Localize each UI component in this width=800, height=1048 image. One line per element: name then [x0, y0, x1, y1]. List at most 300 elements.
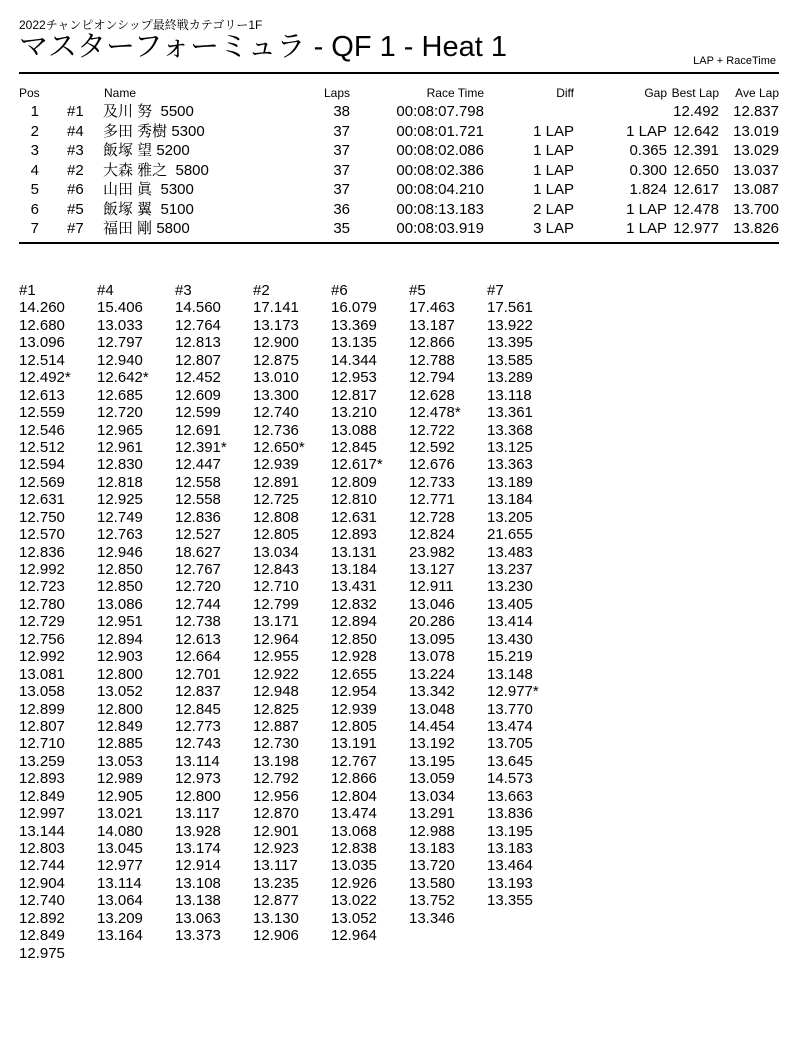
lap-time: 13.088: [331, 421, 377, 439]
lap-time: 12.685: [97, 386, 143, 404]
lap-time: 13.230: [487, 578, 533, 596]
lap-time: 12.866: [331, 770, 377, 788]
result-gap: 1 LAP: [626, 122, 667, 140]
results-table: [19, 86, 779, 239]
result-laps: 36: [333, 200, 350, 218]
lap-time: 13.174: [175, 840, 221, 857]
lap-time: 13.369: [331, 316, 377, 334]
lap-time: 13.184: [331, 561, 377, 578]
results-divider: [19, 242, 779, 244]
result-pos: 3: [30, 142, 39, 159]
lap-time: 13.836: [487, 805, 533, 823]
lap-time: 12.925: [97, 491, 143, 509]
result-laps: 35: [333, 220, 350, 237]
lap-time: 12.756: [19, 630, 65, 648]
result-diff: 2 LAP: [533, 200, 574, 218]
col-best-lap-header: Best Lap: [671, 86, 719, 100]
result-best: 12.391: [673, 142, 719, 159]
lap-time: 13.342: [409, 683, 455, 701]
lap-time: 13.645: [487, 752, 533, 770]
lap-time: 12.803: [19, 840, 65, 857]
lap-time: 12.989: [97, 770, 143, 788]
lap-time: 13.363: [487, 456, 533, 474]
result-gap: 0.365: [629, 142, 667, 159]
lap-column-header: #4: [97, 282, 114, 299]
lap-time: 12.849: [97, 717, 143, 735]
result-gap: 1.824: [629, 181, 667, 198]
result-pos: 4: [30, 161, 39, 179]
lap-column: [19, 282, 97, 962]
lap-time: 14.080: [97, 822, 143, 840]
result-ave: 13.826: [733, 220, 779, 237]
lap-time: 13.210: [331, 404, 377, 422]
lap-time: 17.141: [253, 299, 299, 317]
lap-time: 13.046: [409, 595, 455, 613]
lap-time: 13.720: [409, 857, 455, 875]
lap-time: 12.805: [253, 526, 299, 544]
lap-time: 12.817: [331, 386, 377, 404]
lap-time: 12.628: [409, 386, 455, 404]
lap-time: 12.850: [97, 561, 143, 578]
lap-time: 13.580: [409, 874, 455, 892]
lap-time: 13.192: [409, 735, 455, 753]
lap-time: 13.395: [487, 334, 533, 352]
result-name: 山田 眞 5300: [103, 181, 194, 198]
result-num: #6: [67, 181, 84, 198]
result-name: 及川 努 5500: [103, 103, 194, 120]
result-num: #1: [67, 103, 84, 120]
lap-time: 12.901: [253, 822, 299, 840]
lap-time: 13.373: [175, 927, 221, 945]
result-diff: 3 LAP: [533, 220, 574, 237]
lap-time: 12.830: [97, 456, 143, 474]
lap-time: 13.171: [253, 613, 299, 631]
lap-time: 12.850: [331, 630, 377, 648]
lap-time: 12.845: [175, 700, 221, 718]
result-best: 12.478: [673, 200, 719, 218]
lap-time: 12.961: [97, 438, 143, 456]
lap-time: 13.235: [253, 874, 299, 892]
lap-time: 12.948: [253, 683, 299, 701]
col-laps-header: Laps: [323, 86, 350, 100]
lap-time: 12.911: [409, 578, 454, 596]
lap-time: 13.705: [487, 735, 533, 753]
lap-time: 12.940: [97, 351, 143, 369]
lap-time: 12.599: [175, 404, 221, 422]
lap-time: 12.767: [175, 561, 221, 578]
lap-time: 13.300: [253, 386, 299, 404]
result-row: [19, 102, 779, 122]
lap-time: 12.965: [97, 421, 143, 439]
lap-time: 12.794: [409, 369, 455, 387]
lap-time: 12.837: [175, 683, 221, 701]
lap-time: 12.845: [331, 438, 377, 456]
lap-time: 12.676: [409, 456, 455, 474]
lap-time: 12.906: [253, 927, 299, 945]
lap-time: 12.728: [409, 508, 455, 526]
lap-time: 12.655: [331, 665, 377, 683]
lap-time: 23.982: [409, 543, 455, 561]
lap-time: 13.053: [97, 752, 143, 770]
lap-time: 12.808: [253, 508, 299, 526]
lap-time: 12.964: [331, 927, 377, 945]
result-diff: 1 LAP: [533, 122, 574, 140]
lap-time: 12.558: [175, 491, 221, 509]
lap-time: 13.464: [487, 857, 533, 875]
lap-time: 12.900: [253, 334, 299, 352]
lap-time: 12.870: [253, 805, 299, 823]
lap-time: 12.809: [331, 473, 377, 491]
lap-time: 12.892: [19, 909, 65, 927]
lap-time: 13.474: [487, 717, 533, 735]
result-ave: 13.087: [733, 181, 779, 198]
result-laps: 37: [333, 122, 350, 140]
lap-time: 12.805: [331, 717, 377, 735]
col-diff-header: Diff: [556, 86, 574, 100]
lap-time: 12.923: [253, 840, 299, 857]
lap-time: 13.117: [175, 805, 220, 823]
lap-time: 13.095: [409, 630, 455, 648]
lap-time: 13.135: [331, 334, 377, 352]
result-row: [19, 141, 779, 161]
lap-time: 12.800: [97, 700, 143, 718]
lap-column-header: #2: [253, 282, 270, 299]
lap-time: 13.752: [409, 892, 455, 910]
result-race-time: 00:08:02.086: [396, 142, 484, 159]
result-diff: 1 LAP: [533, 142, 574, 159]
result-race-time: 00:08:02.386: [396, 161, 484, 179]
lap-time: 12.559: [19, 404, 65, 422]
lap-time: 13.114: [175, 752, 220, 770]
lap-time: 12.838: [331, 840, 377, 857]
lap-time: 12.964: [253, 630, 299, 648]
lap-time: 21.655: [487, 526, 533, 544]
lap-time: 13.237: [487, 561, 533, 578]
lap-time: 12.452: [175, 369, 221, 387]
result-pos: 6: [30, 200, 39, 218]
result-race-time: 00:08:03.919: [396, 220, 484, 237]
lap-time: 12.894: [331, 613, 377, 631]
lap-time: 12.807: [175, 351, 221, 369]
lap-time: 12.617*: [331, 456, 383, 474]
lap-time: 13.034: [253, 543, 299, 561]
lap-time: 12.723: [19, 578, 65, 596]
lap-time: 12.771: [409, 491, 455, 509]
lap-time: 12.764: [175, 316, 221, 334]
result-race-time: 00:08:07.798: [396, 103, 484, 120]
lap-time: 12.740: [253, 404, 299, 422]
lap-time: 13.021: [97, 805, 143, 823]
lap-column: [175, 282, 253, 945]
lap-time: 13.125: [487, 438, 533, 456]
lap-time: 12.710: [19, 735, 65, 753]
lap-time: 13.052: [97, 683, 143, 701]
lap-time: 12.691: [175, 421, 221, 439]
lap-time: 12.954: [331, 683, 377, 701]
lap-column-header: #3: [175, 282, 192, 299]
lap-time: 12.891: [253, 473, 299, 491]
result-pos: 1: [30, 103, 39, 120]
lap-time: 15.406: [97, 299, 143, 317]
lap-time: 12.973: [175, 770, 221, 788]
result-gap: 0.300: [629, 161, 667, 179]
lap-time: 12.836: [19, 543, 65, 561]
lap-time: 12.730: [253, 735, 299, 753]
result-gap: 1 LAP: [626, 220, 667, 237]
lap-time: 13.173: [253, 316, 299, 334]
lap-time: 12.800: [175, 787, 221, 805]
lap-time: 13.191: [331, 735, 377, 753]
lap-time: 12.514: [19, 351, 65, 369]
result-pos: 5: [30, 181, 39, 198]
lap-time: 13.130: [253, 909, 299, 927]
lap-time: 13.259: [19, 752, 65, 770]
lap-time: 12.570: [19, 526, 65, 544]
result-num: #2: [67, 161, 84, 179]
lap-time: 12.877: [253, 892, 299, 910]
lap-time: 12.799: [253, 595, 299, 613]
result-row: [19, 122, 779, 142]
lap-time: 12.763: [97, 526, 143, 544]
lap-time: 12.744: [19, 857, 65, 875]
lap-time: 12.701: [175, 665, 221, 683]
lap-time: 12.988: [409, 822, 455, 840]
lap-time: 12.773: [175, 717, 221, 735]
lap-time: 12.631: [331, 508, 377, 526]
lap-column: [331, 282, 409, 945]
lap-time: 13.022: [331, 892, 377, 910]
lap-time: 17.561: [487, 299, 533, 317]
lap-time: 12.922: [253, 665, 299, 683]
lap-time: 13.355: [487, 892, 533, 910]
lap-column-header: #7: [487, 282, 504, 299]
lap-time: 13.035: [331, 857, 377, 875]
lap-time: 13.585: [487, 351, 533, 369]
result-num: #3: [67, 142, 84, 159]
lap-time: 12.893: [331, 526, 377, 544]
lap-time: 12.903: [97, 648, 143, 666]
lap-time: 12.447: [175, 456, 221, 474]
result-race-time: 00:08:04.210: [396, 181, 484, 198]
result-laps: 37: [333, 142, 350, 159]
lap-time: 12.926: [331, 874, 377, 892]
lap-time: 13.770: [487, 700, 533, 718]
lap-time: 12.992: [19, 561, 65, 578]
lap-time: 13.078: [409, 648, 455, 666]
col-pos-header: Pos: [19, 86, 40, 100]
result-laps: 37: [333, 161, 350, 179]
result-best: 12.617: [673, 181, 719, 198]
lap-time: 12.512: [19, 438, 65, 456]
lap-time: 12.955: [253, 648, 299, 666]
lap-time: 12.946: [97, 543, 143, 561]
result-ave: 13.019: [733, 122, 779, 140]
lap-time: 13.663: [487, 787, 533, 805]
lap-time: 12.792: [253, 770, 299, 788]
lap-time: 12.613: [19, 386, 65, 404]
lap-time: 13.205: [487, 508, 533, 526]
lap-time: 12.780: [19, 595, 65, 613]
lap-time: 12.736: [253, 421, 299, 439]
lap-time: 13.058: [19, 683, 65, 701]
result-diff: 1 LAP: [533, 161, 574, 179]
lap-time: 12.866: [409, 334, 455, 352]
lap-time: 12.592: [409, 438, 455, 456]
lap-time: 12.800: [97, 665, 143, 683]
lap-time: 12.680: [19, 316, 65, 334]
lap-time: 13.063: [175, 909, 221, 927]
lap-time: 12.788: [409, 351, 455, 369]
result-ave: 13.029: [733, 142, 779, 159]
result-best: 12.492: [673, 103, 719, 120]
lap-column-header: #5: [409, 282, 426, 299]
lap-time: 12.546: [19, 421, 65, 439]
lap-time: 12.749: [97, 508, 143, 526]
lap-time: 12.824: [409, 526, 455, 544]
result-best: 12.650: [673, 161, 719, 179]
lap-time: 12.810: [331, 491, 377, 509]
lap-time: 12.914: [175, 857, 221, 875]
lap-time: 13.198: [253, 752, 299, 770]
lap-time: 12.905: [97, 787, 143, 805]
lap-time: 13.048: [409, 700, 455, 718]
lap-time: 12.609: [175, 386, 221, 404]
lap-time: 13.187: [409, 316, 455, 334]
result-best: 12.642: [673, 122, 719, 140]
result-laps: 38: [333, 103, 350, 120]
lap-time: 13.289: [487, 369, 533, 387]
lap-time: 12.492*: [19, 369, 71, 387]
result-diff: 1 LAP: [533, 181, 574, 198]
lap-time: 15.219: [487, 648, 533, 666]
result-name: 大森 雅之 5800: [103, 161, 209, 179]
lap-time: 13.431: [331, 578, 377, 596]
lap-time: 12.650*: [253, 438, 305, 456]
lap-time: 13.209: [97, 909, 143, 927]
lap-time: 20.286: [409, 613, 455, 631]
lap-time: 13.346: [409, 909, 455, 927]
results-body: [19, 102, 779, 239]
lap-time: 13.922: [487, 316, 533, 334]
lap-time: 12.875: [253, 351, 299, 369]
lap-time: 12.956: [253, 787, 299, 805]
lap-time: 12.832: [331, 595, 377, 613]
lap-column-header: #1: [19, 282, 36, 299]
lap-time: 12.977*: [487, 683, 539, 701]
event-subtitle: 2022チャンピオンシップ最終戦カテゴリー1F: [19, 18, 263, 32]
lap-time: 12.953: [331, 369, 377, 387]
lap-time: 12.849: [19, 927, 65, 945]
col-name-header: Name: [104, 86, 137, 100]
lap-time: 12.725: [253, 491, 299, 509]
lap-time: 12.569: [19, 473, 65, 491]
lap-time: 12.720: [97, 404, 143, 422]
lap-time: 14.454: [409, 717, 455, 735]
lap-time: 12.391*: [175, 438, 227, 456]
lap-time: 12.738: [175, 613, 221, 631]
lap-column-header: #6: [331, 282, 348, 299]
lap-time: 13.010: [253, 369, 299, 387]
lap-time: 12.850: [97, 578, 143, 596]
lap-time: 12.527: [175, 526, 221, 544]
result-race-time: 00:08:01.721: [396, 122, 484, 140]
lap-time: 13.117: [253, 857, 298, 875]
lap-time: 13.928: [175, 822, 221, 840]
lap-time: 13.034: [409, 787, 455, 805]
lap-time: 13.033: [97, 316, 143, 334]
lap-time: 12.743: [175, 735, 221, 753]
lap-time: 13.183: [487, 840, 533, 857]
lap-time: 14.260: [19, 299, 65, 317]
lap-time: 12.893: [19, 770, 65, 788]
lap-time: 12.813: [175, 334, 221, 352]
lap-time: 13.164: [97, 927, 143, 945]
lap-time: 12.664: [175, 648, 221, 666]
lap-time: 12.613: [175, 630, 221, 648]
lap-time: 12.710: [253, 578, 299, 596]
lap-time: 12.928: [331, 648, 377, 666]
lap-time: 12.904: [19, 874, 65, 892]
result-ave: 12.837: [733, 103, 779, 120]
lap-time: 18.627: [175, 543, 221, 561]
lap-time: 13.193: [487, 874, 533, 892]
result-row: [19, 180, 779, 200]
lap-time: 13.474: [331, 805, 377, 823]
lap-time: 12.885: [97, 735, 143, 753]
lap-time: 12.899: [19, 700, 65, 718]
lap-time: 14.344: [331, 351, 377, 369]
lap-time: 12.939: [253, 456, 299, 474]
lap-time: 12.558: [175, 473, 221, 491]
lap-time: 13.184: [487, 491, 533, 509]
lap-time: 13.127: [409, 561, 455, 578]
lap-time: 12.733: [409, 473, 455, 491]
result-row: [19, 161, 779, 181]
lap-time: 13.108: [175, 874, 221, 892]
header-divider: [19, 72, 779, 74]
lap-time: 12.992: [19, 648, 65, 666]
col-ave-lap-header: Ave Lap: [735, 86, 779, 100]
lap-time: 12.767: [331, 752, 377, 770]
lap-time: 12.804: [331, 787, 377, 805]
lap-time: 13.064: [97, 892, 143, 910]
lap-time: 13.068: [331, 822, 377, 840]
lap-column: [97, 282, 175, 945]
col-gap-header: Gap: [644, 86, 667, 100]
lap-time: 12.951: [97, 613, 143, 631]
lap-time: 13.291: [409, 805, 455, 823]
lap-time: 12.975: [19, 944, 65, 962]
lap-time: 12.887: [253, 717, 299, 735]
lap-time: 13.081: [19, 665, 65, 683]
lap-time: 13.189: [487, 473, 533, 491]
result-row: [19, 219, 779, 239]
lap-time: 13.195: [487, 822, 533, 840]
lap-time: 12.478*: [409, 404, 461, 422]
result-pos: 7: [30, 220, 39, 237]
result-ave: 13.037: [733, 161, 779, 179]
result-num: #5: [67, 200, 84, 218]
lap-column: [253, 282, 331, 945]
lap-time: 13.183: [409, 840, 455, 857]
lap-time: 12.849: [19, 787, 65, 805]
results-header-row: [19, 86, 779, 102]
lap-time: 17.463: [409, 299, 455, 317]
lap-time: 13.148: [487, 665, 533, 683]
result-num: #7: [67, 220, 84, 237]
lap-time: 14.573: [487, 770, 533, 788]
lap-time: 13.118: [487, 386, 532, 404]
